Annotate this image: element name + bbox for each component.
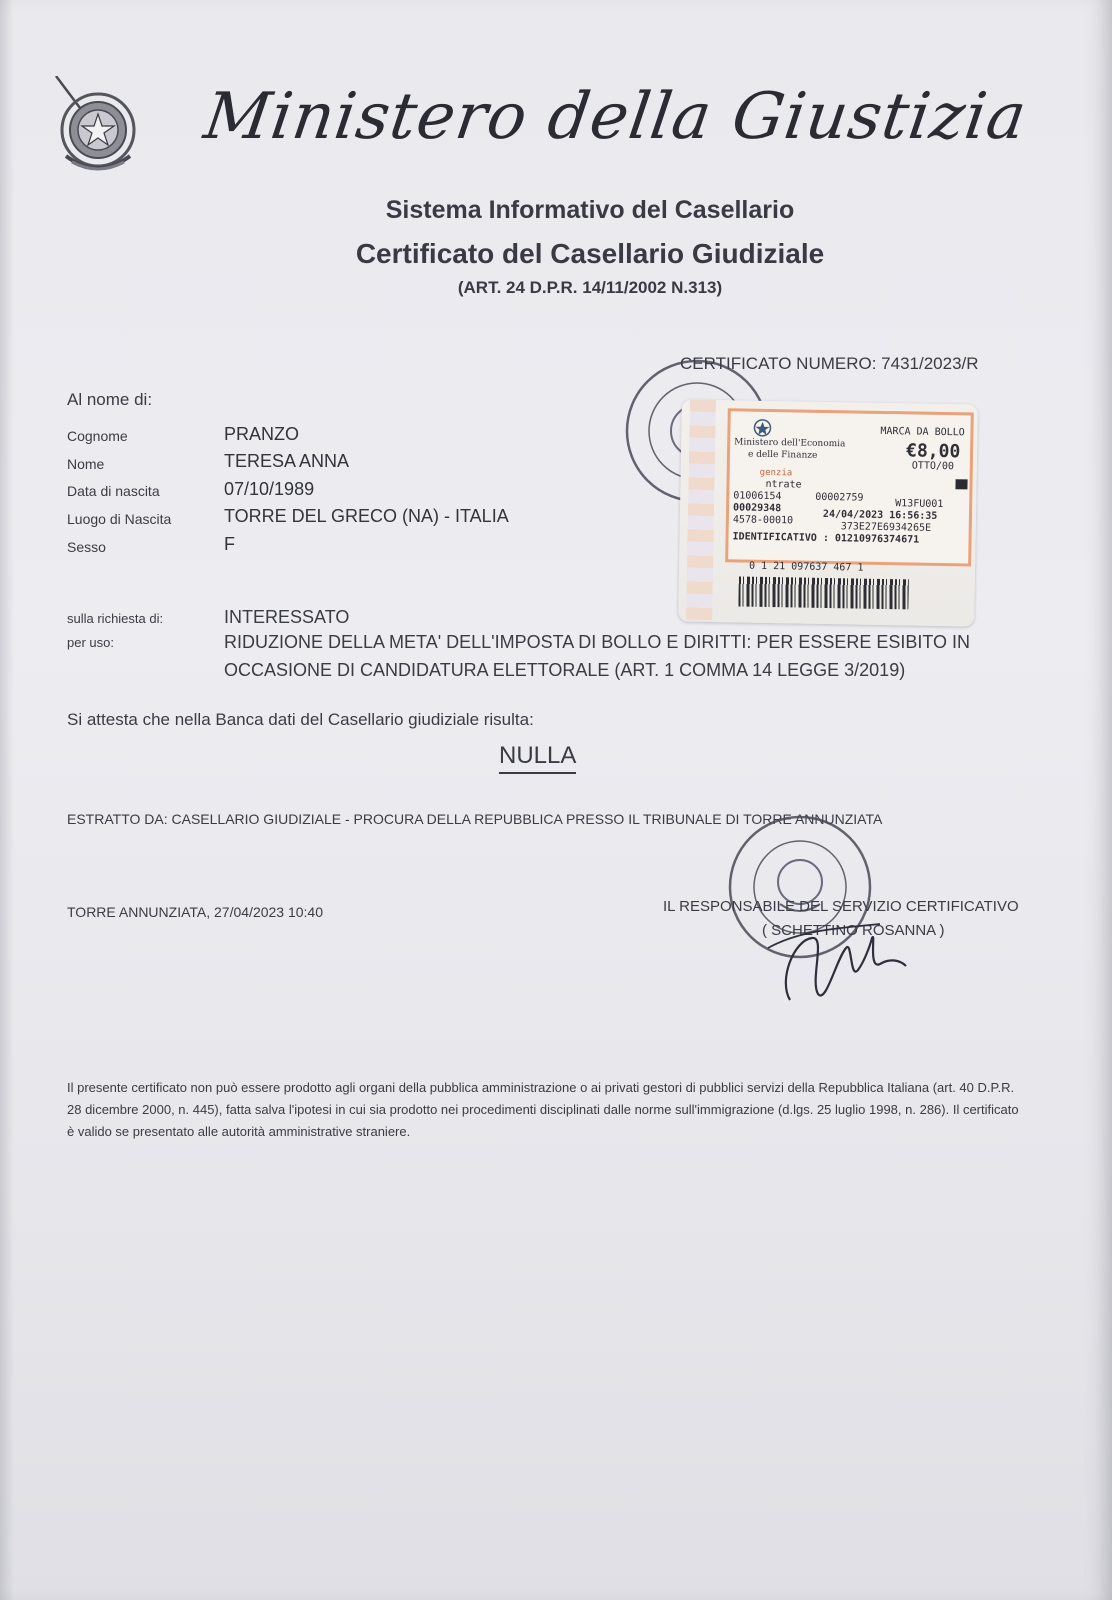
use-line-2: OCCASIONE DI CANDIDATURA ELETTORALE (ART. 1 COMMA 14 LEGGE 3/2019) xyxy=(224,660,906,680)
agency-line1: genzia xyxy=(759,467,793,479)
handwritten-signature xyxy=(760,900,910,1010)
birth-date-label: Data di nascita xyxy=(67,483,160,499)
stamp-datetime: 24/04/2023 16:56:35 xyxy=(822,508,938,522)
attestation-text: Si attesta che nella Banca dati del Casellario giudiziale risulta: xyxy=(67,710,534,729)
recipient-heading: Al nome di: xyxy=(67,390,153,409)
stamp-code-1b: 00002759 xyxy=(815,491,864,504)
result-value: NULLA xyxy=(499,742,576,774)
signatory-role: IL RESPONSABILE DEL SERVIZIO CERTIFICATIVO xyxy=(663,898,1019,915)
stamp-code-1a: 01006154 xyxy=(733,490,782,503)
extract-source: ESTRATTO DA: CASELLARIO GIUDIZIALE - PROCURA DELLA REPUBBLICA PRESSO IL TRIBUNALE DI TORRE ANNUNZIATA xyxy=(67,811,883,827)
first-name-value: TERESA ANNA xyxy=(224,451,350,471)
ministry-title: Ministero della Giustizia xyxy=(199,80,1032,154)
birth-date-value: 07/10/1989 xyxy=(224,479,315,499)
barcode-number: 0 1 21 097637 467 1 xyxy=(748,560,864,574)
signatory-name: ( SCHETTINO ROSANNA ) xyxy=(762,922,945,939)
stamp-amount: €8,00 xyxy=(905,440,961,463)
legal-footnote: Il presente certificato non può essere prodotto agli organi della pubblica amministrazione o ai privati gestori di pubblici servizi della Repubblica Italiana (art. 40 D.P.R. 28 dicembre 2000, n. 445), fatta salva l'ipotesi in cui sia prodotto nei procedimenti disciplinati dalle norme sull'immigrazione (d.lgs. 25 luglio 1998, n. 286). Il certificato è valido se presentato alle autorità amministrative straniere. xyxy=(67,1080,1019,1139)
agency-line2: ntrate xyxy=(765,478,802,491)
stamp-black-mark xyxy=(955,479,967,489)
stamp-code-3a: 4578-00010 xyxy=(732,514,794,527)
first-name-label: Nome xyxy=(67,456,105,472)
hologram-strip xyxy=(686,400,716,622)
birth-place-value: TORRE DEL GRECO (NA) - ITALIA xyxy=(224,506,509,526)
stamp-code-3b: 373E27E6934265E xyxy=(840,521,932,534)
surname-label: Cognome xyxy=(67,428,128,444)
birth-place-label: Luogo di Nascita xyxy=(67,511,172,527)
stamp-issuer-line2: e delle Finanze xyxy=(747,449,818,461)
certificate-title: Certificato del Casellario Giudiziale xyxy=(355,238,825,269)
revenue-stamp xyxy=(678,399,978,626)
surname-value: PRANZO xyxy=(224,424,300,444)
ministry-logo-icon xyxy=(752,418,772,438)
system-title: Sistema Informativo del Casellario xyxy=(385,196,795,224)
requested-by-value: INTERESSATO xyxy=(224,607,350,627)
requested-by-label: sulla richiesta di: xyxy=(67,611,164,626)
stamp-code-1c: W13FU001 xyxy=(895,498,944,511)
stamp-issuer-line1: Ministero dell'Economia xyxy=(734,437,846,450)
stamp-code-2a: 00029348 xyxy=(732,502,782,515)
sex-label: Sesso xyxy=(67,539,106,555)
revenue-stamp-panel xyxy=(725,408,974,566)
stamp-title: MARCA DA BOLLO xyxy=(880,425,965,439)
certificate-number: CERTIFICATO NUMERO: 7431/2023/R xyxy=(680,354,979,373)
italian-republic-emblem-icon xyxy=(52,76,142,180)
place-and-date: TORRE ANNUNZIATA, 27/04/2023 10:40 xyxy=(67,904,324,920)
stamp-identifier: IDENTIFICATIVO : 01210976374671 xyxy=(732,531,920,546)
use-line-1: RIDUZIONE DELLA META' DELL'IMPOSTA DI BOLLO E DIRITTI: PER ESSERE ESIBITO IN xyxy=(224,632,971,652)
law-reference: (ART. 24 D.P.R. 14/11/2002 N.313) xyxy=(457,278,723,297)
sex-value: F xyxy=(224,534,235,554)
use-label: per uso: xyxy=(67,635,114,650)
stamp-amount-words: OTTO/00 xyxy=(911,460,955,473)
